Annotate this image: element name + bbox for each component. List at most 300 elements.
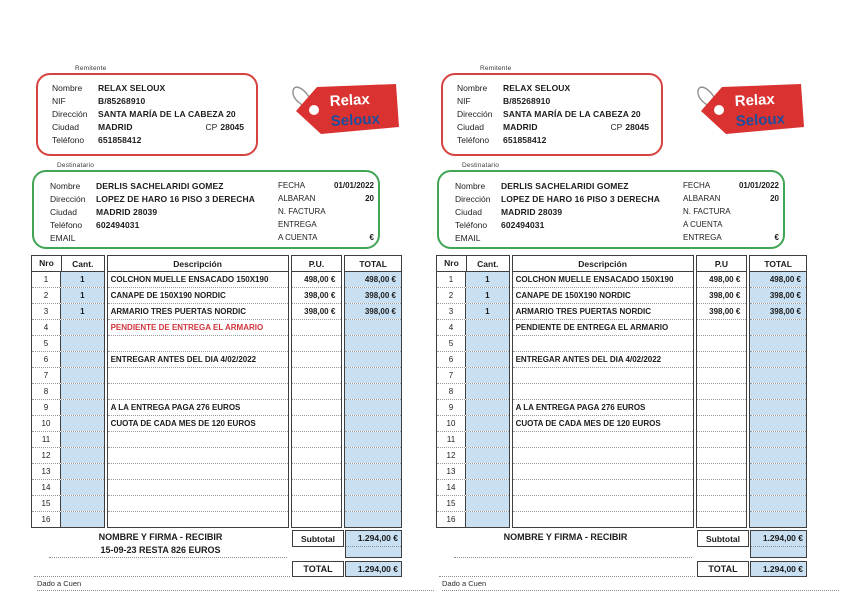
cell-pu	[697, 496, 747, 511]
table-row	[513, 496, 693, 512]
table-row	[750, 432, 806, 448]
field-extra-label: CP	[610, 121, 623, 132]
cell-pu	[292, 352, 342, 367]
table-row	[108, 400, 288, 416]
cell-total	[750, 384, 806, 399]
field-label: Nombre	[457, 82, 488, 93]
cell-desc: A LA ENTREGA PAGA 276 EUROS	[515, 403, 646, 412]
table-row	[437, 368, 509, 384]
rows-nro-cant	[32, 272, 104, 527]
field-label: Teléfono	[52, 134, 85, 145]
cell-desc	[513, 368, 693, 383]
cell-cant	[466, 480, 509, 495]
field-extra	[241, 94, 244, 107]
cell-total	[345, 464, 401, 479]
cell-pu	[697, 368, 747, 383]
remitente-field-row	[457, 120, 661, 133]
field-value: DERLIS SACHELARIDI GOMEZ	[96, 180, 224, 191]
table-row	[750, 400, 806, 416]
cell-desc	[513, 496, 693, 511]
cell-cant	[466, 336, 509, 351]
table-row	[108, 304, 288, 320]
table-row	[32, 352, 104, 368]
table-row	[345, 384, 401, 400]
table-row	[32, 272, 104, 288]
table-row	[345, 304, 401, 320]
totals-footer	[436, 530, 807, 594]
meta-row	[683, 179, 779, 192]
field-label: NIF	[457, 95, 471, 106]
cell-pu	[697, 432, 747, 447]
meta-row	[278, 192, 374, 205]
remitente-field-row	[457, 133, 661, 146]
table-row	[513, 320, 693, 336]
total-label: TOTAL	[697, 561, 749, 577]
cell-nro: 8	[437, 384, 466, 399]
table-row	[750, 512, 806, 527]
table-header	[108, 256, 288, 272]
table-row	[108, 368, 288, 384]
field-label: Teléfono	[455, 219, 488, 230]
meta-row	[683, 205, 779, 218]
cell-pu	[292, 368, 342, 383]
cell-cant	[61, 352, 104, 367]
table-row	[513, 464, 693, 480]
cell-cant	[61, 368, 104, 383]
tag-hole	[309, 105, 319, 115]
meta-row	[683, 192, 779, 205]
cell-desc	[108, 496, 288, 511]
remitente-section-label: Remitente	[75, 65, 107, 72]
cell-total	[750, 496, 806, 511]
table-row	[437, 384, 509, 400]
bottom-note: Dado a Cuen	[442, 579, 839, 591]
cell-cant	[61, 464, 104, 479]
cell-cant	[466, 512, 509, 527]
table-row	[345, 464, 401, 480]
table-row	[697, 368, 747, 384]
table-row	[108, 272, 288, 288]
table-row	[292, 432, 342, 448]
signature-line1: NOMBRE Y FIRMA - RECIBIR	[503, 532, 628, 542]
rows-pu	[292, 272, 342, 527]
table-row	[437, 464, 509, 480]
field-label: EMAIL	[455, 232, 481, 243]
cell-nro: 4	[437, 320, 466, 335]
field-label: Ciudad	[457, 121, 484, 132]
signature-line2: 15-09-23 RESTA 826 EUROS	[100, 544, 221, 555]
cell-nro: 14	[437, 480, 466, 495]
cell-desc	[108, 464, 288, 479]
cell-cant	[61, 448, 104, 463]
total-label: TOTAL	[292, 561, 344, 577]
cell-desc: ENTREGAR ANTES DEL DIA 4/02/2022	[110, 355, 257, 364]
meta-label: FECHA	[683, 181, 711, 190]
rows-desc	[513, 272, 693, 527]
table-row	[697, 304, 747, 320]
table-row	[32, 384, 104, 400]
cell-pu	[292, 384, 342, 399]
destinatario-box	[437, 170, 785, 249]
cell-desc	[108, 512, 288, 527]
cell-pu	[697, 320, 747, 335]
meta-row	[278, 205, 374, 218]
cell-total	[345, 496, 401, 511]
cell-pu	[697, 336, 747, 351]
field-label: Ciudad	[50, 206, 77, 217]
table-row	[513, 400, 693, 416]
cell-cant	[61, 400, 104, 415]
table-row	[32, 448, 104, 464]
delivery-note-copy-2	[436, 65, 807, 588]
table-row	[697, 288, 747, 304]
table-row	[292, 288, 342, 304]
table-col-desc	[512, 255, 694, 528]
cell-pu: 398,00 €	[709, 291, 741, 300]
brand-line2: Seloux	[735, 110, 786, 130]
field-value: MADRID 28039	[96, 206, 158, 217]
signature-dotted-line	[454, 557, 692, 558]
table-row	[345, 400, 401, 416]
cell-cant	[61, 320, 104, 335]
table-col-total	[344, 255, 402, 528]
table-row	[108, 480, 288, 496]
table-row	[345, 368, 401, 384]
cell-nro: 13	[437, 464, 466, 479]
field-extra	[646, 107, 649, 120]
remitente-field-row	[52, 107, 256, 120]
table-row	[345, 416, 401, 432]
cell-total	[750, 416, 806, 431]
table-row	[750, 368, 806, 384]
table-row	[697, 448, 747, 464]
remitente-field-row	[457, 107, 661, 120]
table-row	[108, 448, 288, 464]
bottom-note: Dado a Cuen	[37, 579, 434, 591]
cell-desc	[513, 480, 693, 495]
field-label: Dirección	[52, 108, 88, 119]
cell-pu	[697, 384, 747, 399]
total-value: 1.294,00 €	[345, 561, 402, 577]
header-pu: P.U.	[308, 258, 325, 269]
table-row	[292, 496, 342, 512]
table-row	[32, 432, 104, 448]
meta-label: FECHA	[278, 181, 306, 190]
cell-nro: 11	[437, 432, 466, 447]
cell-nro: 10	[437, 416, 466, 431]
table-row	[513, 416, 693, 432]
destinatario-box	[32, 170, 380, 249]
cell-total	[750, 400, 806, 415]
table-row	[108, 352, 288, 368]
meta-label: ENTREGA	[683, 233, 722, 242]
cell-pu	[292, 432, 342, 447]
remitente-field-row	[52, 133, 256, 146]
table-row	[108, 336, 288, 352]
meta-value: 01/01/2022	[738, 181, 779, 190]
table-row	[32, 512, 104, 527]
cell-cant: 1	[61, 288, 104, 303]
cell-nro: 9	[32, 400, 61, 415]
cell-desc	[513, 336, 693, 351]
table-row	[32, 496, 104, 512]
header-nro: Nro	[437, 256, 467, 271]
cell-nro: 1	[437, 272, 466, 287]
table-row	[437, 432, 509, 448]
cell-nro: 1	[32, 272, 61, 287]
header-cant: Cant.	[477, 258, 499, 269]
cell-total	[750, 352, 806, 367]
table-header	[750, 256, 806, 272]
cell-total	[345, 320, 401, 335]
cell-nro: 15	[437, 496, 466, 511]
table-row	[750, 320, 806, 336]
table-row	[437, 288, 509, 304]
field-label: Ciudad	[455, 206, 482, 217]
meta-label: ALBARAN	[683, 194, 721, 203]
cell-total	[345, 400, 401, 415]
table-col-total	[749, 255, 807, 528]
totals-footer	[31, 530, 402, 594]
field-extra	[241, 81, 244, 94]
cell-cant: 1	[466, 272, 509, 287]
table-row	[292, 384, 342, 400]
cell-cant: 1	[61, 304, 104, 319]
table-row	[345, 352, 401, 368]
meta-value: €	[369, 233, 374, 242]
table-row	[345, 320, 401, 336]
cell-desc: COLCHON MUELLE ENSACADO 150X190	[110, 275, 269, 284]
table-row	[697, 384, 747, 400]
cell-total: 398,00 €	[750, 288, 806, 303]
table-row	[750, 272, 806, 288]
remitente-field-row	[52, 120, 256, 133]
remitente-field-row	[457, 94, 661, 107]
table-row	[292, 512, 342, 527]
field-label: Ciudad	[52, 121, 79, 132]
rows-desc	[108, 272, 288, 527]
field-value: MADRID	[503, 121, 538, 132]
table-row	[513, 288, 693, 304]
table-row	[292, 480, 342, 496]
cell-desc: PENDIENTE DE ENTREGA EL ARMARIO	[110, 323, 264, 332]
cell-total	[750, 432, 806, 447]
table-row	[32, 480, 104, 496]
cell-total	[345, 368, 401, 383]
field-value: RELAX SELOUX	[98, 82, 166, 93]
brand-line2: Seloux	[330, 110, 381, 130]
table-row	[108, 432, 288, 448]
table-row	[750, 384, 806, 400]
rows-nro-cant	[437, 272, 509, 527]
table-row	[108, 320, 288, 336]
remitente-box	[36, 73, 258, 156]
table-row	[437, 512, 509, 527]
cell-total	[345, 512, 401, 527]
meta-value: 20	[770, 194, 779, 203]
cell-desc: ARMARIO TRES PUERTAS NORDIC	[110, 307, 247, 316]
table-row	[697, 464, 747, 480]
table-header	[437, 256, 509, 272]
meta-row	[683, 231, 779, 244]
table-row	[108, 464, 288, 480]
subtotal-value: 1.294,00 €	[346, 531, 401, 547]
subtotal-label: Subtotal	[292, 530, 344, 547]
cell-desc	[108, 368, 288, 383]
table-row	[345, 512, 401, 527]
cell-nro: 10	[32, 416, 61, 431]
cell-total: 398,00 €	[750, 304, 806, 319]
signature-area	[31, 531, 290, 556]
table-row	[292, 448, 342, 464]
cell-total	[750, 336, 806, 351]
meta-row	[278, 218, 374, 231]
cell-nro: 15	[32, 496, 61, 511]
cell-pu: 498,00 €	[304, 275, 336, 284]
cell-pu	[292, 336, 342, 351]
cell-cant	[61, 512, 104, 527]
field-label: Nombre	[52, 82, 83, 93]
header-nro: Nro	[32, 256, 62, 271]
table-row	[108, 496, 288, 512]
cell-total: 498,00 €	[750, 272, 806, 287]
table-row	[32, 416, 104, 432]
table-row	[32, 288, 104, 304]
meta-label: N. FACTURA	[278, 207, 326, 216]
table-header	[345, 256, 401, 272]
cell-total	[750, 448, 806, 463]
meta-value: €	[774, 233, 779, 242]
field-extra	[646, 81, 649, 94]
cell-cant	[466, 352, 509, 367]
table-header	[292, 256, 342, 272]
cell-cant	[466, 384, 509, 399]
field-extra	[611, 120, 649, 133]
cell-desc: ENTREGAR ANTES DEL DIA 4/02/2022	[515, 355, 662, 364]
cell-nro: 2	[437, 288, 466, 303]
field-label: NIF	[52, 95, 66, 106]
field-value: MADRID	[98, 121, 133, 132]
field-value: LOPEZ DE HARO 16 PISO 3 DERECHA	[501, 193, 660, 204]
field-value: 602494031	[501, 219, 545, 230]
table-row	[750, 496, 806, 512]
table-row	[345, 432, 401, 448]
table-row	[108, 416, 288, 432]
table-row	[697, 432, 747, 448]
field-label: Dirección	[50, 193, 86, 204]
table-col-nro-cant	[436, 255, 510, 528]
table-col-pu	[291, 255, 343, 528]
field-value: DERLIS SACHELARIDI GOMEZ	[501, 180, 629, 191]
remitente-field-row	[457, 81, 661, 94]
meta-label: A CUENTA	[278, 233, 318, 242]
table-row	[513, 480, 693, 496]
table-row	[697, 352, 747, 368]
table-row	[437, 448, 509, 464]
cell-cant	[466, 448, 509, 463]
meta-label: ALBARAN	[278, 194, 316, 203]
remitente-section-label: Remitente	[480, 65, 512, 72]
cell-desc	[108, 448, 288, 463]
table-row	[513, 368, 693, 384]
cell-nro: 9	[437, 400, 466, 415]
field-label: Dirección	[457, 108, 493, 119]
field-value: SANTA MARÍA DE LA CABEZA 20	[98, 108, 236, 119]
brand-line1: Relax	[734, 90, 776, 110]
cell-desc	[513, 512, 693, 527]
cell-nro: 8	[32, 384, 61, 399]
cell-total	[345, 432, 401, 447]
subtotal-value-cell	[750, 530, 807, 558]
price-tag-icon	[286, 75, 406, 141]
cell-desc	[108, 384, 288, 399]
cell-pu	[292, 480, 342, 495]
cell-pu	[292, 464, 342, 479]
cell-desc: A LA ENTREGA PAGA 276 EUROS	[110, 403, 241, 412]
field-extra-value: 28045	[625, 121, 649, 132]
table-row	[697, 320, 747, 336]
table-row	[292, 320, 342, 336]
subtotal-value: 1.294,00 €	[751, 531, 806, 547]
field-label: Nombre	[455, 180, 486, 191]
meta-row	[278, 231, 374, 244]
table-row	[292, 368, 342, 384]
cell-total: 398,00 €	[345, 288, 401, 303]
table-row	[437, 304, 509, 320]
cell-cant	[61, 480, 104, 495]
header-total: TOTAL	[359, 258, 387, 269]
table-row	[292, 416, 342, 432]
cell-total	[345, 448, 401, 463]
table-row	[32, 400, 104, 416]
field-value: 602494031	[96, 219, 140, 230]
cell-pu	[697, 480, 747, 495]
field-value: 651858412	[98, 134, 142, 145]
cell-total: 498,00 €	[345, 272, 401, 287]
table-header	[32, 256, 104, 272]
cell-nro: 16	[32, 512, 61, 527]
table-row	[697, 272, 747, 288]
cell-nro: 3	[437, 304, 466, 319]
table-row	[292, 304, 342, 320]
cell-pu	[697, 512, 747, 527]
cell-cant	[466, 464, 509, 479]
meta-label: A CUENTA	[683, 220, 723, 229]
field-extra	[241, 133, 244, 146]
table-row	[697, 416, 747, 432]
cell-total	[345, 416, 401, 431]
cell-nro: 16	[437, 512, 466, 527]
field-label: EMAIL	[50, 232, 76, 243]
header-cant: Cant.	[72, 258, 94, 269]
table-row	[345, 480, 401, 496]
meta-label: N. FACTURA	[683, 207, 731, 216]
cell-pu	[697, 464, 747, 479]
table-row	[513, 336, 693, 352]
header-desc: Descripción	[173, 258, 222, 269]
meta-label: ENTREGA	[278, 220, 317, 229]
remitente-field-row	[52, 94, 256, 107]
cell-cant	[466, 368, 509, 383]
subtotal-label: Subtotal	[697, 530, 749, 547]
cell-cant	[61, 336, 104, 351]
cell-desc	[108, 432, 288, 447]
table-row	[437, 336, 509, 352]
field-value: MADRID 28039	[501, 206, 563, 217]
table-row	[513, 352, 693, 368]
cell-cant	[466, 496, 509, 511]
table-row	[750, 288, 806, 304]
